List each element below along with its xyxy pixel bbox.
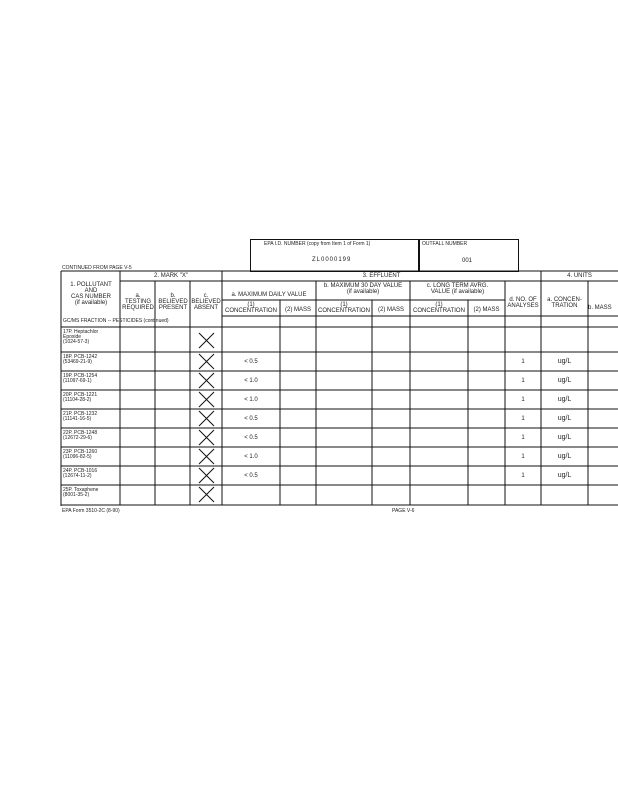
epa-id-label: EPA I.D. NUMBER (copy from Item 1 of Form 1) <box>264 241 371 247</box>
header-conc-3: (1) CONCENTRATION <box>413 302 465 314</box>
no-of-analyses: 1 <box>521 416 525 422</box>
pollutant-name: 23P. PCB-1260 (11096-82-5) <box>63 449 98 460</box>
pollutant-name: 20P. PCB-1221 (11104-28-2) <box>63 392 98 403</box>
section-heading: GC/MS FRACTION -- PESTICIDES (continued) <box>63 318 169 324</box>
header-conc-2: (1) CONCENTRATION <box>318 302 370 314</box>
absent-x-mark <box>199 354 214 369</box>
header-mark-x: 2. MARK "X" <box>154 273 188 279</box>
concentration-units: ug/L <box>557 377 572 384</box>
concentration-units: ug/L <box>557 434 572 441</box>
no-of-analyses: 1 <box>521 397 525 403</box>
outfall-label: OUTFALL NUMBER <box>422 241 468 247</box>
header-units-mass: b. MASS <box>588 305 612 311</box>
absent-x-mark <box>199 468 214 483</box>
header-believed-absent: c. BELIEVED ABSENT <box>191 293 221 311</box>
page-number: PAGE V-6 <box>392 508 415 514</box>
no-of-analyses: 1 <box>521 435 525 441</box>
header-believed-present: b. BELIEVED PRESENT <box>158 293 188 311</box>
header-max-daily: a. MAXIMUM DAILY VALUE <box>231 292 307 298</box>
form-number: EPA Form 3510-2C (8-90) <box>62 508 120 514</box>
max-daily-concentration: < 0.5 <box>244 359 258 365</box>
header-pollutant: 1. POLLUTANT AND CAS NUMBER (if available) <box>70 282 112 306</box>
pollutant-name: 19P. PCB-1254 (11097-69-1) <box>63 373 98 384</box>
concentration-units: ug/L <box>557 453 572 460</box>
pollutant-name: 22P. PCB-1248 (12672-29-6) <box>63 430 98 441</box>
no-of-analyses: 1 <box>521 454 525 460</box>
pollutant-name: 17P. Heptachlor Epoxide (1024-57-3) <box>63 329 99 345</box>
header-units-conc: a. CONCEN- TRATION <box>547 297 582 309</box>
epa-id-value: ZL0000199 <box>312 257 352 263</box>
header-mass-2: (2) MASS <box>377 307 404 313</box>
concentration-units: ug/L <box>557 358 572 365</box>
max-daily-concentration: < 0.5 <box>244 435 258 441</box>
header-units: 4. UNITS <box>567 273 592 279</box>
max-daily-concentration: < 1.0 <box>244 378 258 384</box>
header-mass-1: (2) MASS <box>284 307 311 313</box>
absent-x-mark <box>199 487 214 502</box>
absent-marks <box>199 333 214 502</box>
concentration-units: ug/L <box>557 415 572 422</box>
no-of-analyses: 1 <box>521 473 525 479</box>
absent-x-mark <box>199 373 214 388</box>
no-of-analyses: 1 <box>521 378 525 384</box>
header-long-term: c. LONG TERM AVRG. VALUE (if available) <box>426 283 489 295</box>
pollutant-name: 24P. PCB-1016 (12674-11-2) <box>63 468 98 479</box>
concentration-units: ug/L <box>557 472 572 479</box>
absent-x-mark <box>199 411 214 426</box>
absent-x-mark <box>199 449 214 464</box>
absent-x-mark <box>199 430 214 445</box>
continued-label: CONTINUED FROM PAGE V-5 <box>62 265 132 271</box>
pollutant-name: 25P. Toxaphene (8001-35-2) <box>63 487 99 498</box>
absent-x-mark <box>199 333 214 348</box>
header-testing: a. TESTING REQUIRED <box>122 293 154 311</box>
max-daily-concentration: < 1.0 <box>244 397 258 403</box>
pollutant-name: 21P. PCB-1232 (11141-16-5) <box>63 411 98 422</box>
max-daily-concentration: < 1.0 <box>244 454 258 460</box>
header-conc-1: (1) CONCENTRATION <box>225 302 277 314</box>
concentration-units: ug/L <box>557 396 572 403</box>
header-effluent: 3. EFFLUENT <box>362 273 401 279</box>
max-daily-concentration: < 0.5 <box>244 473 258 479</box>
max-daily-concentration: < 0.5 <box>244 416 258 422</box>
pollutant-name: 18P. PCB-1242 (53469-21-9) <box>63 354 98 365</box>
header-max-30: b. MAXIMUM 30 DAY VALUE (if available) <box>323 283 403 295</box>
header-mass-3: (2) MASS <box>473 307 500 313</box>
outfall-value: 001 <box>462 258 473 264</box>
absent-x-mark <box>199 392 214 407</box>
no-of-analyses: 1 <box>521 359 525 365</box>
header-no-analyses: d. NO. OF ANALYSES <box>507 297 539 309</box>
